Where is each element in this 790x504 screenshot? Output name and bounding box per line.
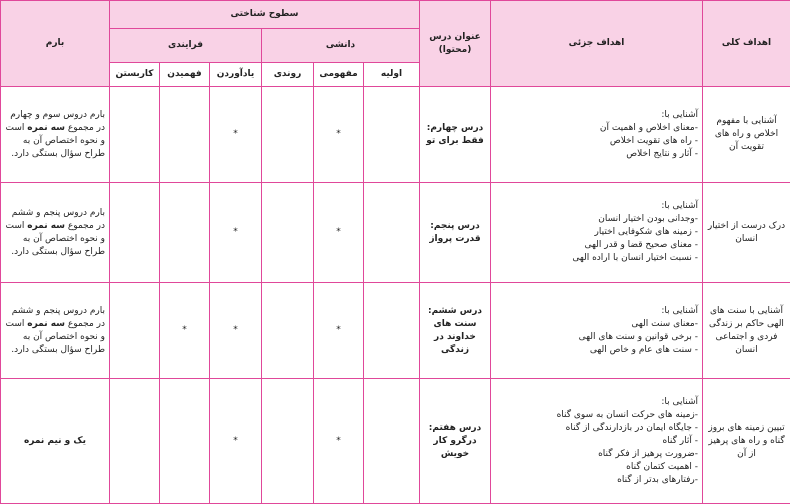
- level-initial-mark: [364, 379, 420, 504]
- level-initial-mark: [364, 87, 420, 183]
- objective-line: -معنای اخلاص و اهمیت آن: [495, 122, 698, 135]
- header-level-procedural: روندی: [262, 63, 314, 87]
- objective-line: - نسبت اختیار انسان با اراده الهی: [495, 252, 698, 265]
- header-knowledge: دانشی: [262, 29, 420, 63]
- grading-text-post: است و نحوه اختصاص آن به طراح سؤال بستگی دارد.: [6, 319, 106, 355]
- objective-line: -وجدانی بودن اختیار انسان: [495, 213, 698, 226]
- header-partial-goals: اهداف جزئی: [491, 1, 703, 87]
- objective-line: - راه های تقویت اخلاص: [495, 135, 698, 148]
- level-procedural-mark: [262, 283, 314, 379]
- level-remembering-mark: *: [210, 283, 262, 379]
- level-remembering-mark: *: [210, 183, 262, 283]
- objective-line: - آثار و نتایج اخلاص: [495, 148, 698, 161]
- partial-goals-cell: [491, 183, 703, 283]
- grading-cell: [1, 379, 110, 504]
- grading-text-post: است و نحوه اختصاص آن به طراح سؤال بستگی دارد.: [6, 123, 106, 159]
- level-applying-mark: [110, 283, 160, 379]
- table-row: [1, 379, 790, 504]
- header-level-conceptual: مفهومی: [314, 63, 364, 87]
- header-level-applying: کاربستن: [110, 63, 160, 87]
- level-conceptual-mark: *: [314, 283, 364, 379]
- partial-goals-cell: [491, 283, 703, 379]
- header-process: فرایندی: [110, 29, 262, 63]
- table-row: [1, 87, 790, 183]
- level-understanding-mark: *: [160, 283, 210, 379]
- grading-emphasis: سه نمره: [27, 221, 65, 231]
- header-level-understanding: فهمیدن: [160, 63, 210, 87]
- grading-cell: [1, 283, 110, 379]
- level-remembering-mark: *: [210, 87, 262, 183]
- general-goal-cell: تبیین زمینه های بروز گناه و راه های پرهیز از آن: [703, 379, 790, 504]
- table-row: [1, 283, 790, 379]
- level-initial-mark: [364, 283, 420, 379]
- objective-line: آشنایی با:: [495, 200, 698, 213]
- header-level-initial: اولیه: [364, 63, 420, 87]
- level-conceptual-mark: *: [314, 379, 364, 504]
- lesson-title-cell: درس هفتم: درگرو کار خویش: [420, 379, 491, 504]
- objective-line: -زمینه های حرکت انسان به سوی گناه: [495, 409, 698, 422]
- partial-goals-cell: [491, 379, 703, 504]
- level-conceptual-mark: *: [314, 87, 364, 183]
- objective-line: -معنای سنت الهی: [495, 318, 698, 331]
- header-grading: بارم: [1, 1, 110, 87]
- objective-line: - معنای صحیح قضا و قدر الهی: [495, 239, 698, 252]
- objective-line: آشنایی با:: [495, 305, 698, 318]
- level-procedural-mark: [262, 87, 314, 183]
- header-cognitive-levels: سطوح شناختی: [110, 1, 420, 29]
- objective-line: - زمینه های شکوفایی اختیار: [495, 226, 698, 239]
- level-applying-mark: [110, 379, 160, 504]
- level-procedural-mark: [262, 183, 314, 283]
- objective-line: -ضرورت پرهیز از فکر گناه: [495, 448, 698, 461]
- objective-line: - جایگاه ایمان در بازدارندگی از گناه: [495, 422, 698, 435]
- level-applying-mark: [110, 87, 160, 183]
- header-lesson-title: عنوان درس (محتوا): [420, 1, 491, 87]
- grading-text-pre: بارم دروس سوم و چهارم در مجموع: [10, 110, 105, 133]
- grading-text-post: است و نحوه اختصاص آن به طراح سؤال بستگی دارد.: [6, 221, 106, 257]
- objective-line: - اهمیت کتمان گناه: [495, 461, 698, 474]
- general-goal-cell: آشنایی با سنت های الهی حاکم بر زندگی فردی و اجتماعی انسان: [703, 283, 790, 379]
- grading-text-pre: بارم دروس پنجم و ششم در مجموع: [12, 306, 105, 329]
- level-understanding-mark: [160, 87, 210, 183]
- table-row: [1, 183, 790, 283]
- objective-line: - برخی قوانین و سنت های الهی: [495, 331, 698, 344]
- header-general-goals: اهداف کلی: [703, 1, 790, 87]
- general-goal-cell: آشنایی با مفهوم اخلاص و راه های تقویت آن: [703, 87, 790, 183]
- grading-full: یک و نیم نمره: [24, 436, 86, 446]
- objective-line: آشنایی با:: [495, 109, 698, 122]
- header-level-remembering: یادآوردن: [210, 63, 262, 87]
- level-understanding-mark: [160, 183, 210, 283]
- lesson-title-cell: درس پنجم: قدرت پرواز: [420, 183, 491, 283]
- grading-emphasis: سه نمره: [27, 123, 65, 133]
- objective-line: - آثار گناه: [495, 435, 698, 448]
- grading-text-pre: بارم دروس پنجم و ششم در مجموع: [12, 208, 105, 231]
- general-goal-cell: درک درست از اختیار انسان: [703, 183, 790, 283]
- grading-cell: [1, 87, 110, 183]
- grading-cell: [1, 183, 110, 283]
- partial-goals-cell: [491, 87, 703, 183]
- objective-line: - سنت های عام و خاص الهی: [495, 344, 698, 357]
- grading-emphasis: سه نمره: [27, 319, 65, 329]
- lesson-title-cell: درس ششم: سنت های خداوند در زندگی: [420, 283, 491, 379]
- level-remembering-mark: *: [210, 379, 262, 504]
- level-initial-mark: [364, 183, 420, 283]
- level-applying-mark: [110, 183, 160, 283]
- objective-line: آشنایی با:: [495, 396, 698, 409]
- level-understanding-mark: [160, 379, 210, 504]
- objective-line: -رفتارهای بدتر از گناه: [495, 474, 698, 487]
- level-conceptual-mark: *: [314, 183, 364, 283]
- lesson-title-cell: درس چهارم: فقط برای تو: [420, 87, 491, 183]
- level-procedural-mark: [262, 379, 314, 504]
